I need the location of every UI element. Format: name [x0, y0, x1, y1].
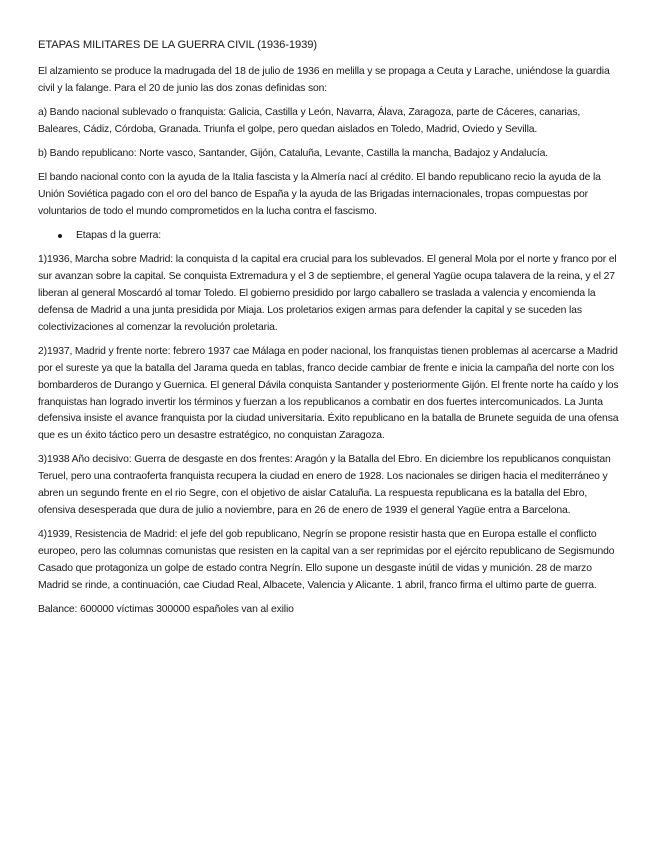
stage-2-paragraph: 2)1937, Madrid y frente norte: febrero 1937 cae Málaga en poder nacional, los franquistas tienen problemas al acercarse a Madrid por el sureste ya que la batalla del Jarama queda en tablas, franco decide cambiar de frente e inicia la campaña del norte con los bombarderos de Durango y Guernica. El general Dávila conquista Santander y posteriormente Gijón. El frente norte ha caído y los franquistas han logrado invertir los términos y fuerzan a los republicanos a combatir en dos fuertes intercomunicados. La Junta defensiva insiste el avance franquista por la ciudad universitaria. Éxito republicano en la batalla de Brunete seguida de una ofensa que es un éxito táctico pero un desastre estratégico, no conquistan Zaragoza.: [38, 345, 619, 442]
stage-4-paragraph: 4)1939, Resistencia de Madrid: el jefe del gob republicano, Negrín se propone resistir hasta que en Europa estalle el conflicto europeo, pero las columnas comunistas que resisten en la capital van a ser reprimidas por el ejército republicano de Segismundo Casado que protagoniza un golpe de estado contra Negrín. Ello supone un desgaste inútil de vidas y munición. 28 de marzo Madrid se rinde, a continuación, cae Ciudad Real, Albacete, Valencia y Alicante. 1 abril, franco firma el ultimo parte de guerra.: [38, 529, 615, 591]
balance-paragraph: Balance: 600000 víctimas 300000 españoles van al exilio: [38, 604, 294, 616]
bullet-text: Etapas d la guerra:: [76, 230, 161, 241]
stages-bullet: [38, 228, 623, 245]
intro-paragraph: El alzamiento se produce la madrugada del 18 de julio de 1936 en melilla y se propaga a Ceuta y Larache, uniéndose la guardia civil y la falange. Para el 20 de junio las dos zonas definidas son:: [38, 66, 610, 94]
zone-a-paragraph: a) Bando nacional sublevado o franquista: Galicia, Castilla y León, Navarra, Álava, Zaragoza, parte de Cáceres, canarias, Baleares, Cádiz, Córdoba, Granada. Triunfa el golpe, pero quedan aislados en Toledo, Madrid, Oviedo y Sevilla.: [38, 107, 581, 135]
stage-3-paragraph: 3)1938 Año decisivo: Guerra de desgaste en dos frentes: Aragón y la Batalla del Ebro. En diciembre los republicanos conquistan Teruel, pero una contraoferta franquista recupera la ciudad en enero de 1928. Los nacionales se dirigen hacia el mediterráneo y abren un segundo frente en el rio Segre, con el objetivo de aislar Cataluña. La respuesta republicana es la batalla del Ebro, ofensiva desesperada que dura de julio a noviembre, para en 26 de enero de 1939 el general Yagüe entra a Barcelona.: [38, 454, 611, 517]
aid-paragraph: El bando nacional conto con la ayuda de la Italia fascista y la Almería nací al crédito. El bando republicano recio la ayuda de la Unión Soviética pagado con el oro del banco de España y la ayuda de las Brigadas internacionales, tropas compuestas por voluntarios de todo el mundo comprometidos en la lucha contra el fascismo.: [38, 172, 601, 217]
zone-b-paragraph: b) Bando republicano: Norte vasco, Santander, Gijón, Cataluña, Levante, Castilla la mancha, Badajoz y Andalucía.: [38, 148, 548, 159]
stage-1-paragraph: 1)1936, Marcha sobre Madrid: la conquista d la capital era crucial para los sublevados. El general Mola por el norte y franco por el sur avanzan sobre la capital. Se conquista Extremadura y el 3 de septiembre, el general Yagüe ocupa talavera de la reina, y el 27 liberan al general Moscardó al tomar Toledo. El gobierno presidido por largo caballero se traslada a valencia y encomienda la defensa de Madrid a una junta presidida por Miaja. Los proletarios exigen armas para defender la capital y se suceden las colectivizaciones al comenzar la revolución proletaria.: [38, 254, 617, 333]
document-title: ETAPAS MILITARES DE LA GUERRA CIVIL (1936-1939): [38, 39, 318, 51]
bullet-dot-icon: [58, 234, 62, 238]
